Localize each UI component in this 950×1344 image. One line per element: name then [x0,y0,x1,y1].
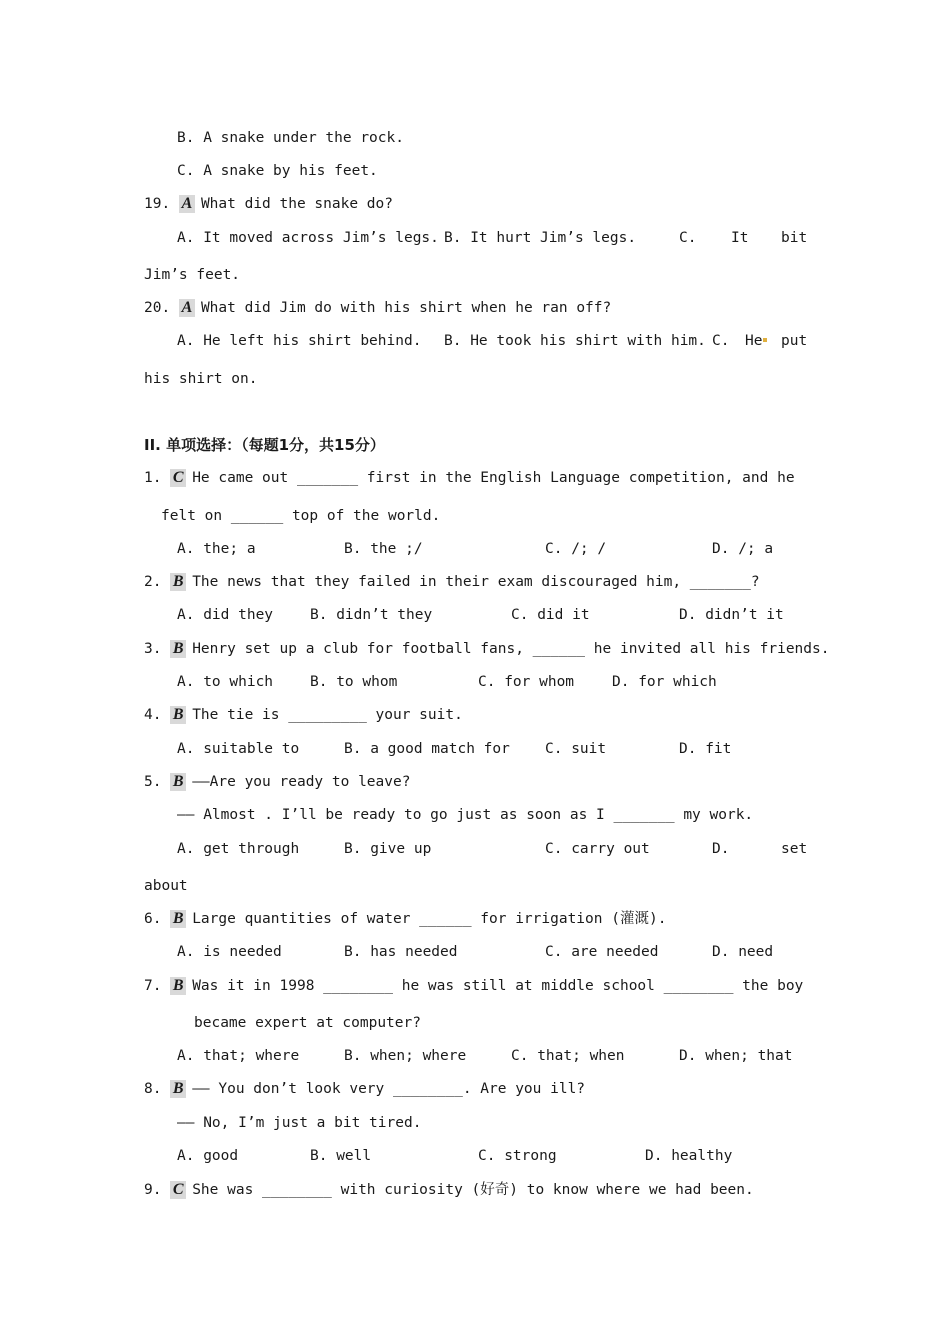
question-5 [144,772,410,792]
q5-option-d-cont: about [144,878,188,894]
q3-option-a: A. to which [177,674,274,690]
q8-option-c: C. strong [478,1148,557,1164]
q2-option-a: A. did they [177,607,274,623]
answer-badge: B [170,706,186,724]
question-text: Henry set up a club for football fans, ______ he invited all his friends. [192,641,830,657]
question-number: 7. [144,978,162,994]
question-1 [144,468,795,488]
answer-badge: C [170,469,186,487]
question-text: —— You don’t look very ________. Are you ill? [192,1081,586,1097]
answer-badge: B [170,1080,186,1098]
q6-option-d: D. need [712,944,774,960]
question-7 [144,976,803,996]
q8-option-b: B. well [310,1148,372,1164]
q7-option-b: B. when; where [344,1048,467,1064]
q7-option-d: D. when; that [679,1048,793,1064]
answer-badge: B [170,773,186,791]
question-text: ——Are you ready to leave? [192,774,411,790]
answer-badge: A [179,299,195,317]
q20-option-c-word2: put [781,333,808,349]
q3-option-d: D. for which [612,674,717,690]
answer-badge: B [170,640,186,658]
q20-option-b: B. He took his shirt with him. [444,333,706,349]
q19-option-c-cont: Jim’s feet. [144,267,241,283]
q5-option-d-word: set [781,841,808,857]
q6-option-c: C. are needed [545,944,659,960]
q1-option-d: D. /; a [712,541,774,557]
q7-option-c: C. that; when [511,1048,625,1064]
q2-option-d: D. didn’t it [679,607,784,623]
question-number: 9. [144,1182,162,1198]
q20-option-c-word1 [745,331,769,351]
marker-dot [763,338,767,342]
q8-reply: —— No, I’m just a bit tired. [177,1115,422,1131]
q19-option-b: B. It hurt Jim’s legs. [444,230,637,246]
question-2 [144,572,760,592]
question-8 [144,1079,585,1099]
q4-option-c: C. suit [545,741,607,757]
q18-option-c: C. A snake by his feet. [177,163,378,179]
question-9 [144,1180,754,1200]
question-number: 19. [144,196,171,212]
q19-option-a: A. It moved across Jim’s legs. [177,230,439,246]
question-3 [144,639,829,659]
q1-option-b: B. the ;/ [344,541,423,557]
q1-option-a: A. the; a [177,541,256,557]
q4-option-a: A. suitable to [177,741,300,757]
question-number: 3. [144,641,162,657]
q20-option-c-label: C. [712,333,730,349]
section-heading: II. 单项选择：（每题1分，共15分） [144,436,385,454]
question-text: Large quantities of water ______ for irrigation (灌溉). [192,911,667,927]
question-20 [144,298,611,318]
answer-badge: B [170,573,186,591]
q4-option-b: B. a good match for [344,741,510,757]
q2-option-b: B. didn’t they [310,607,433,623]
q5-option-b: B. give up [344,841,432,857]
q5-option-d-label: D. [712,841,730,857]
q8-option-d: D. healthy [645,1148,733,1164]
q19-option-c-label: C. [679,230,697,246]
q6-option-a: A. is needed [177,944,282,960]
answer-badge: A [179,195,195,213]
question-number: 1. [144,470,162,486]
question-number: 6. [144,911,162,927]
q20-option-c-cont: his shirt on. [144,371,258,387]
q20-option-a: A. He left his shirt behind. [177,333,422,349]
question-text: What did the snake do? [200,196,393,212]
question-number: 5. [144,774,162,790]
question-number: 2. [144,574,162,590]
question-text: He came out _______ first in the English Language competition, and he [192,470,795,486]
q6-option-b: B. has needed [344,944,458,960]
answer-badge: B [170,910,186,928]
question-number: 4. [144,707,162,723]
q3-option-c: C. for whom [478,674,575,690]
answer-badge: B [170,977,186,995]
q19-option-c-word2: bit [781,230,808,246]
answer-badge: C [170,1181,186,1199]
question-text: The tie is _________ your suit. [192,707,463,723]
question-7-cont: became expert at computer? [194,1015,421,1031]
question-19 [144,194,393,214]
question-number: 8. [144,1081,162,1097]
q3-option-b: B. to whom [310,674,398,690]
q18-option-b: B. A snake under the rock. [177,130,404,146]
q1-option-c: C. /; / [545,541,607,557]
question-text: What did Jim do with his shirt when he ran off? [200,300,612,316]
q5-option-c: C. carry out [545,841,650,857]
q5-reply: —— Almost . I’ll be ready to go just as soon as I _______ my work. [177,807,754,823]
q8-option-a: A. good [177,1148,239,1164]
question-number: 20. [144,300,171,316]
question-text: The news that they failed in their exam discouraged him, _______? [192,574,760,590]
q7-option-a: A. that; where [177,1048,300,1064]
q2-option-c: C. did it [511,607,590,623]
question-6 [144,909,666,929]
question-4 [144,705,463,725]
question-1-cont: felt on ______ top of the world. [161,508,441,524]
q4-option-d: D. fit [679,741,732,757]
question-text: Was it in 1998 ________ he was still at middle school ________ the boy [192,978,804,994]
word: He [745,333,763,349]
question-text: She was ________ with curiosity (好奇) to know where we had been. [192,1182,754,1198]
q19-option-c-word1: It [731,230,749,246]
q5-option-a: A. get through [177,841,300,857]
